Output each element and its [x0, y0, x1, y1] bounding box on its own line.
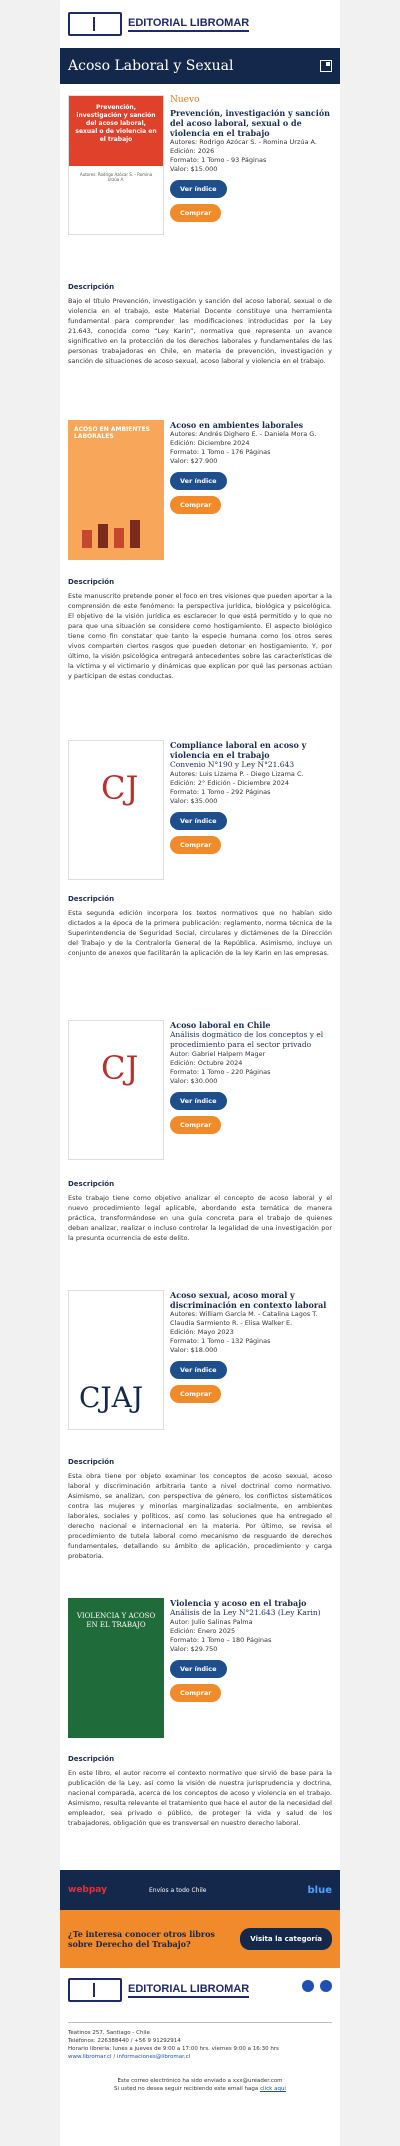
- view-index-button[interactable]: Ver índice: [170, 1361, 227, 1379]
- buy-button[interactable]: Comprar: [170, 1116, 221, 1134]
- book-logo-icon: [68, 12, 122, 36]
- instagram-icon[interactable]: [320, 1980, 332, 1992]
- book-price: Valor: $35.000: [170, 797, 218, 805]
- description-text: Este manuscrito pretende poner el foco en tres visiones que pueden aportar a la comprensión de este fenómeno: la perspectiva jurídica, biológica y psicológica. El objetivo de la visión jurídica es esclarecer lo que está permitido y lo que no para que una situación se considere como hostigamiento. El aspecto biológico tiene como fin constatar que tanto la especie humana como los otros seres vivos comparten ciertos rasgos que pueden detonar en hostigamiento. Y, por último, la visión psicológica entregará antecedentes sobre las características de la víctima y el victimario y dinámicas que explican por qué las personas actúan y participan de estas conductas.: [68, 592, 332, 680]
- book-title[interactable]: Acoso laboral en Chile: [170, 1020, 271, 1030]
- cta-question: ¿Te interesa conocer otros libros sobre Derecho del Trabajo?: [68, 1929, 215, 1949]
- footer: [60, 1968, 340, 2103]
- unsubscribe: [68, 2077, 332, 2093]
- description-text: Bajo el título Prevención, investigación y sanción del acoso laboral, sexual o de violencia en el trabajo, este Material Docente constituye una herramienta fundamental para comprender las modificaciones introducidas por la Ley 21.643, conocida como “Ley Karin”, normativa que representa un avance significativo en la protección de los derechos laborales y fundamentales de las personas trabajadoras en Chile, en materia de prevención, investigación y sanción de situaciones de acoso sexual, acoso laboral y violencia en el trabajo.: [68, 297, 332, 365]
- description-heading: Descripción: [68, 1180, 115, 1188]
- book-format: Formato: 1 Tomo - 220 Páginas: [170, 1068, 271, 1076]
- description-text: En este libro, el autor recorre el contexto normativo que sirvió de base para la publicación de la Ley, así como la visión de nuestra jurisprudencia y doctrina, nacional comparada, acerca de los conceptos de acoso y violencia en el trabajo. Asimismo, resulta relevante el tratamiento que hace el autor de la necesidad del empleador, sea privado o público, de proteger la vida y salud de los trabajadores, obligación que es transversal en nuestro derecho laboral.: [68, 1769, 332, 1827]
- book-title[interactable]: Acoso en ambientes laborales: [170, 420, 304, 430]
- cover-title: Prevención, investigación y sanción del acoso laboral, sexual o de violencia en el trabajo: [69, 96, 163, 166]
- cjaj-logo-icon: CJAJ: [79, 1381, 144, 1414]
- description-heading: Descripción: [68, 283, 115, 291]
- book-edition: Edición: Octubre 2024: [170, 1059, 243, 1067]
- facebook-icon[interactable]: [302, 1980, 314, 1992]
- book-title[interactable]: Violencia y acoso en el trabajo: [170, 1598, 307, 1608]
- book-edition: Edición: Mayo 2023: [170, 1328, 234, 1336]
- book-title[interactable]: Acoso sexual, acoso moral y discriminación en contexto laboral: [170, 1290, 327, 1310]
- new-badge: Nuevo: [170, 95, 200, 105]
- book-format: Formato: 1 Tomo - 132 Páginas: [170, 1337, 271, 1345]
- social-links: [302, 1980, 332, 1992]
- chess-pieces-icon: [78, 510, 154, 550]
- brand-name: EDITORIAL LIBROMAR: [128, 1983, 249, 1998]
- cover-title: VIOLENCIA Y ACOSO EN EL TRABAJO: [76, 1612, 156, 1629]
- unsubscribe-link[interactable]: click aquí: [260, 2086, 286, 2092]
- webpay-text: webpay: [68, 1885, 107, 1895]
- book-authors: Autores: William García M. - Catalina Lagos T. Claudia Sarmiento R. - Elisa Walker E.: [170, 1310, 318, 1327]
- address: Teatinos 257, Santiago - Chile: [68, 2030, 150, 2036]
- book-format: Formato: 1 Tomo - 292 Páginas: [170, 788, 271, 796]
- phones: Teléfonos: 226388440 / +56 9 91292914: [68, 2038, 181, 2044]
- book-subtitle: Análisis dogmático de los conceptos y el procedimiento para el sector privado: [170, 1030, 324, 1049]
- category-banner: [60, 48, 340, 84]
- page-title: Acoso Laboral y Sexual: [68, 58, 234, 74]
- book-edition: Edición: Enero 2025: [170, 1627, 236, 1635]
- payment-band: [60, 1870, 340, 1910]
- email-container: [60, 0, 340, 2146]
- book-cover[interactable]: [68, 1598, 164, 1738]
- book-subtitle: Convenio N°190 y Ley N°21.643: [170, 760, 295, 769]
- book-title[interactable]: Compliance laboral en acoso y violencia en el trabajo: [170, 740, 307, 760]
- sent-to-text: Este correo electrónico ha sido enviado a xxx@ureader.com: [117, 2078, 283, 2084]
- hours: Horario libreria: lunes a jueves de 9:00 a 17:00 hrs. viernes 9:00 a 16:30 hrs: [68, 2046, 279, 2052]
- cover-title: ACOSO EN AMBIENTES LABORALES: [74, 426, 150, 440]
- book-edition: Edición: Diciembre 2024: [170, 439, 250, 447]
- description-heading: Descripción: [68, 578, 115, 586]
- brand-logo[interactable]: [68, 12, 249, 36]
- description-text: Esta segunda edición incorpora los textos normativos que no habían sido dictados a la época de la primera publicación: reglamento, norma técnica de la Superintendencia de Seguridad Social, circulares y dictámenes de la Dirección del Trabajo y de la Contraloría General de la República. Asimismo, incluye un conjunto de anexos que facilitarán la aplicación de la ley Karin en las empresas.: [68, 909, 332, 957]
- cover-author: Autores: Rodrigo Azócar S. - Romina Urzúa A.: [79, 172, 153, 182]
- visit-category-button[interactable]: Visita la categoría: [240, 1928, 332, 1950]
- book-authors: Autores: Andrés Dighero E. - Daniela Mora G.: [170, 430, 317, 438]
- book-cover[interactable]: [68, 1290, 164, 1430]
- book-cover[interactable]: [68, 740, 164, 880]
- book-price: Valor: $18.000: [170, 1346, 218, 1354]
- window-icon: [320, 60, 332, 72]
- cj-logo-icon: CJ: [101, 769, 139, 807]
- book-format: Formato: 1 Tomo – 180 Páginas: [170, 1636, 272, 1644]
- book-logo-icon: [68, 1978, 122, 2002]
- unsubscribe-text: Si usted no desea seguir recibiendo este email haga: [114, 2086, 259, 2092]
- contact-info: [68, 2022, 332, 2061]
- cj-logo-icon: CJ: [101, 1049, 139, 1087]
- book-authors: Autores: Rodrigo Azócar S. - Romina Urzúa A.: [170, 138, 317, 146]
- view-index-button[interactable]: Ver índice: [170, 812, 227, 830]
- brand-name: EDITORIAL LIBROMAR: [128, 17, 249, 32]
- book-authors: Autores: Luis Lizama P. - Diego Lizama C.: [170, 770, 304, 778]
- view-index-button[interactable]: Ver índice: [170, 1092, 227, 1110]
- description-heading: Descripción: [68, 1755, 115, 1763]
- book-format: Formato: 1 Tomo - 176 Páginas: [170, 448, 271, 456]
- view-index-button[interactable]: Ver índice: [170, 180, 227, 198]
- book-cover[interactable]: [68, 1020, 164, 1160]
- book-edition: Edición: 2° Edición - Diciembre 2024: [170, 779, 289, 787]
- header: [60, 0, 340, 48]
- book-price: Valor: $29.750: [170, 1645, 218, 1653]
- book-price: Valor: $15.000: [170, 165, 218, 173]
- description-text: Este trabajo tiene como objetivo analizar el concepto de acoso laboral y el nuevo procedimiento legal aplicable, abordando esta temática de manera práctica, transformándose en una guía concreta para el trabajo de quienes deban analizar, realizar o incluso controlar la legalidad de una investigación por la presunta ocurrencia de este delito.: [68, 1194, 332, 1242]
- book-edition: Edición: 2026: [170, 147, 215, 155]
- buy-button[interactable]: Comprar: [170, 836, 221, 854]
- book-authors: Autor: Gabriel Halpern Mager: [170, 1050, 266, 1058]
- book-authors: Autor: Julio Salinas Palma: [170, 1618, 253, 1626]
- buy-button[interactable]: Comprar: [170, 1385, 221, 1403]
- buy-button[interactable]: Comprar: [170, 496, 221, 514]
- view-index-button[interactable]: Ver índice: [170, 472, 227, 490]
- view-index-button[interactable]: Ver índice: [170, 1660, 227, 1678]
- description-heading: Descripción: [68, 895, 115, 903]
- description-text: Esta obra tiene por objeto examinar los conceptos de acoso sexual, acoso laboral y discriminación arbitraria tanto a nivel doctrinal como normativo. Asimismo, se analizan, con perspectiva de género, los conflictos sistemáticos contra las mujeres y minorías marginalizadas socialmente, en ambientes laborales, sociales y políticos, así como las soluciones que ha entregado el derecho nacional e internacional en la materia. Por último, se revisa el procedimiento de tutela laboral como mecanismo de resguardo de derechos fundamentales, detallando su ámbito de aplicación, procedimiento y carga probatoria.: [68, 1472, 332, 1560]
- book-cover[interactable]: [68, 95, 164, 235]
- book-price: Valor: $30.000: [170, 1077, 218, 1085]
- buy-button[interactable]: Comprar: [170, 1684, 221, 1702]
- category-cta: [60, 1910, 340, 1968]
- website-email-links[interactable]: www.libromar.cl / informaciones@libromar.cl: [68, 2054, 191, 2060]
- book-price: Valor: $27.900: [170, 457, 218, 465]
- footer-logo[interactable]: [68, 1978, 332, 2002]
- book-title[interactable]: Prevención, investigación y sanción del acoso laboral, sexual o de violencia en el trabajo: [170, 108, 330, 138]
- book-cover[interactable]: [68, 420, 164, 560]
- blue-express-logo: blue: [307, 1884, 332, 1896]
- book-format: Formato: 1 Tomo - 93 Páginas: [170, 156, 267, 164]
- buy-button[interactable]: Comprar: [170, 204, 221, 222]
- description-heading: Descripción: [68, 1458, 115, 1466]
- book-subtitle: Análisis de la Ley N°21.643 (Ley Karin): [170, 1608, 321, 1617]
- shipping-text: Envíos a todo Chile: [148, 1886, 207, 1894]
- webpay-logo: [68, 1885, 107, 1895]
